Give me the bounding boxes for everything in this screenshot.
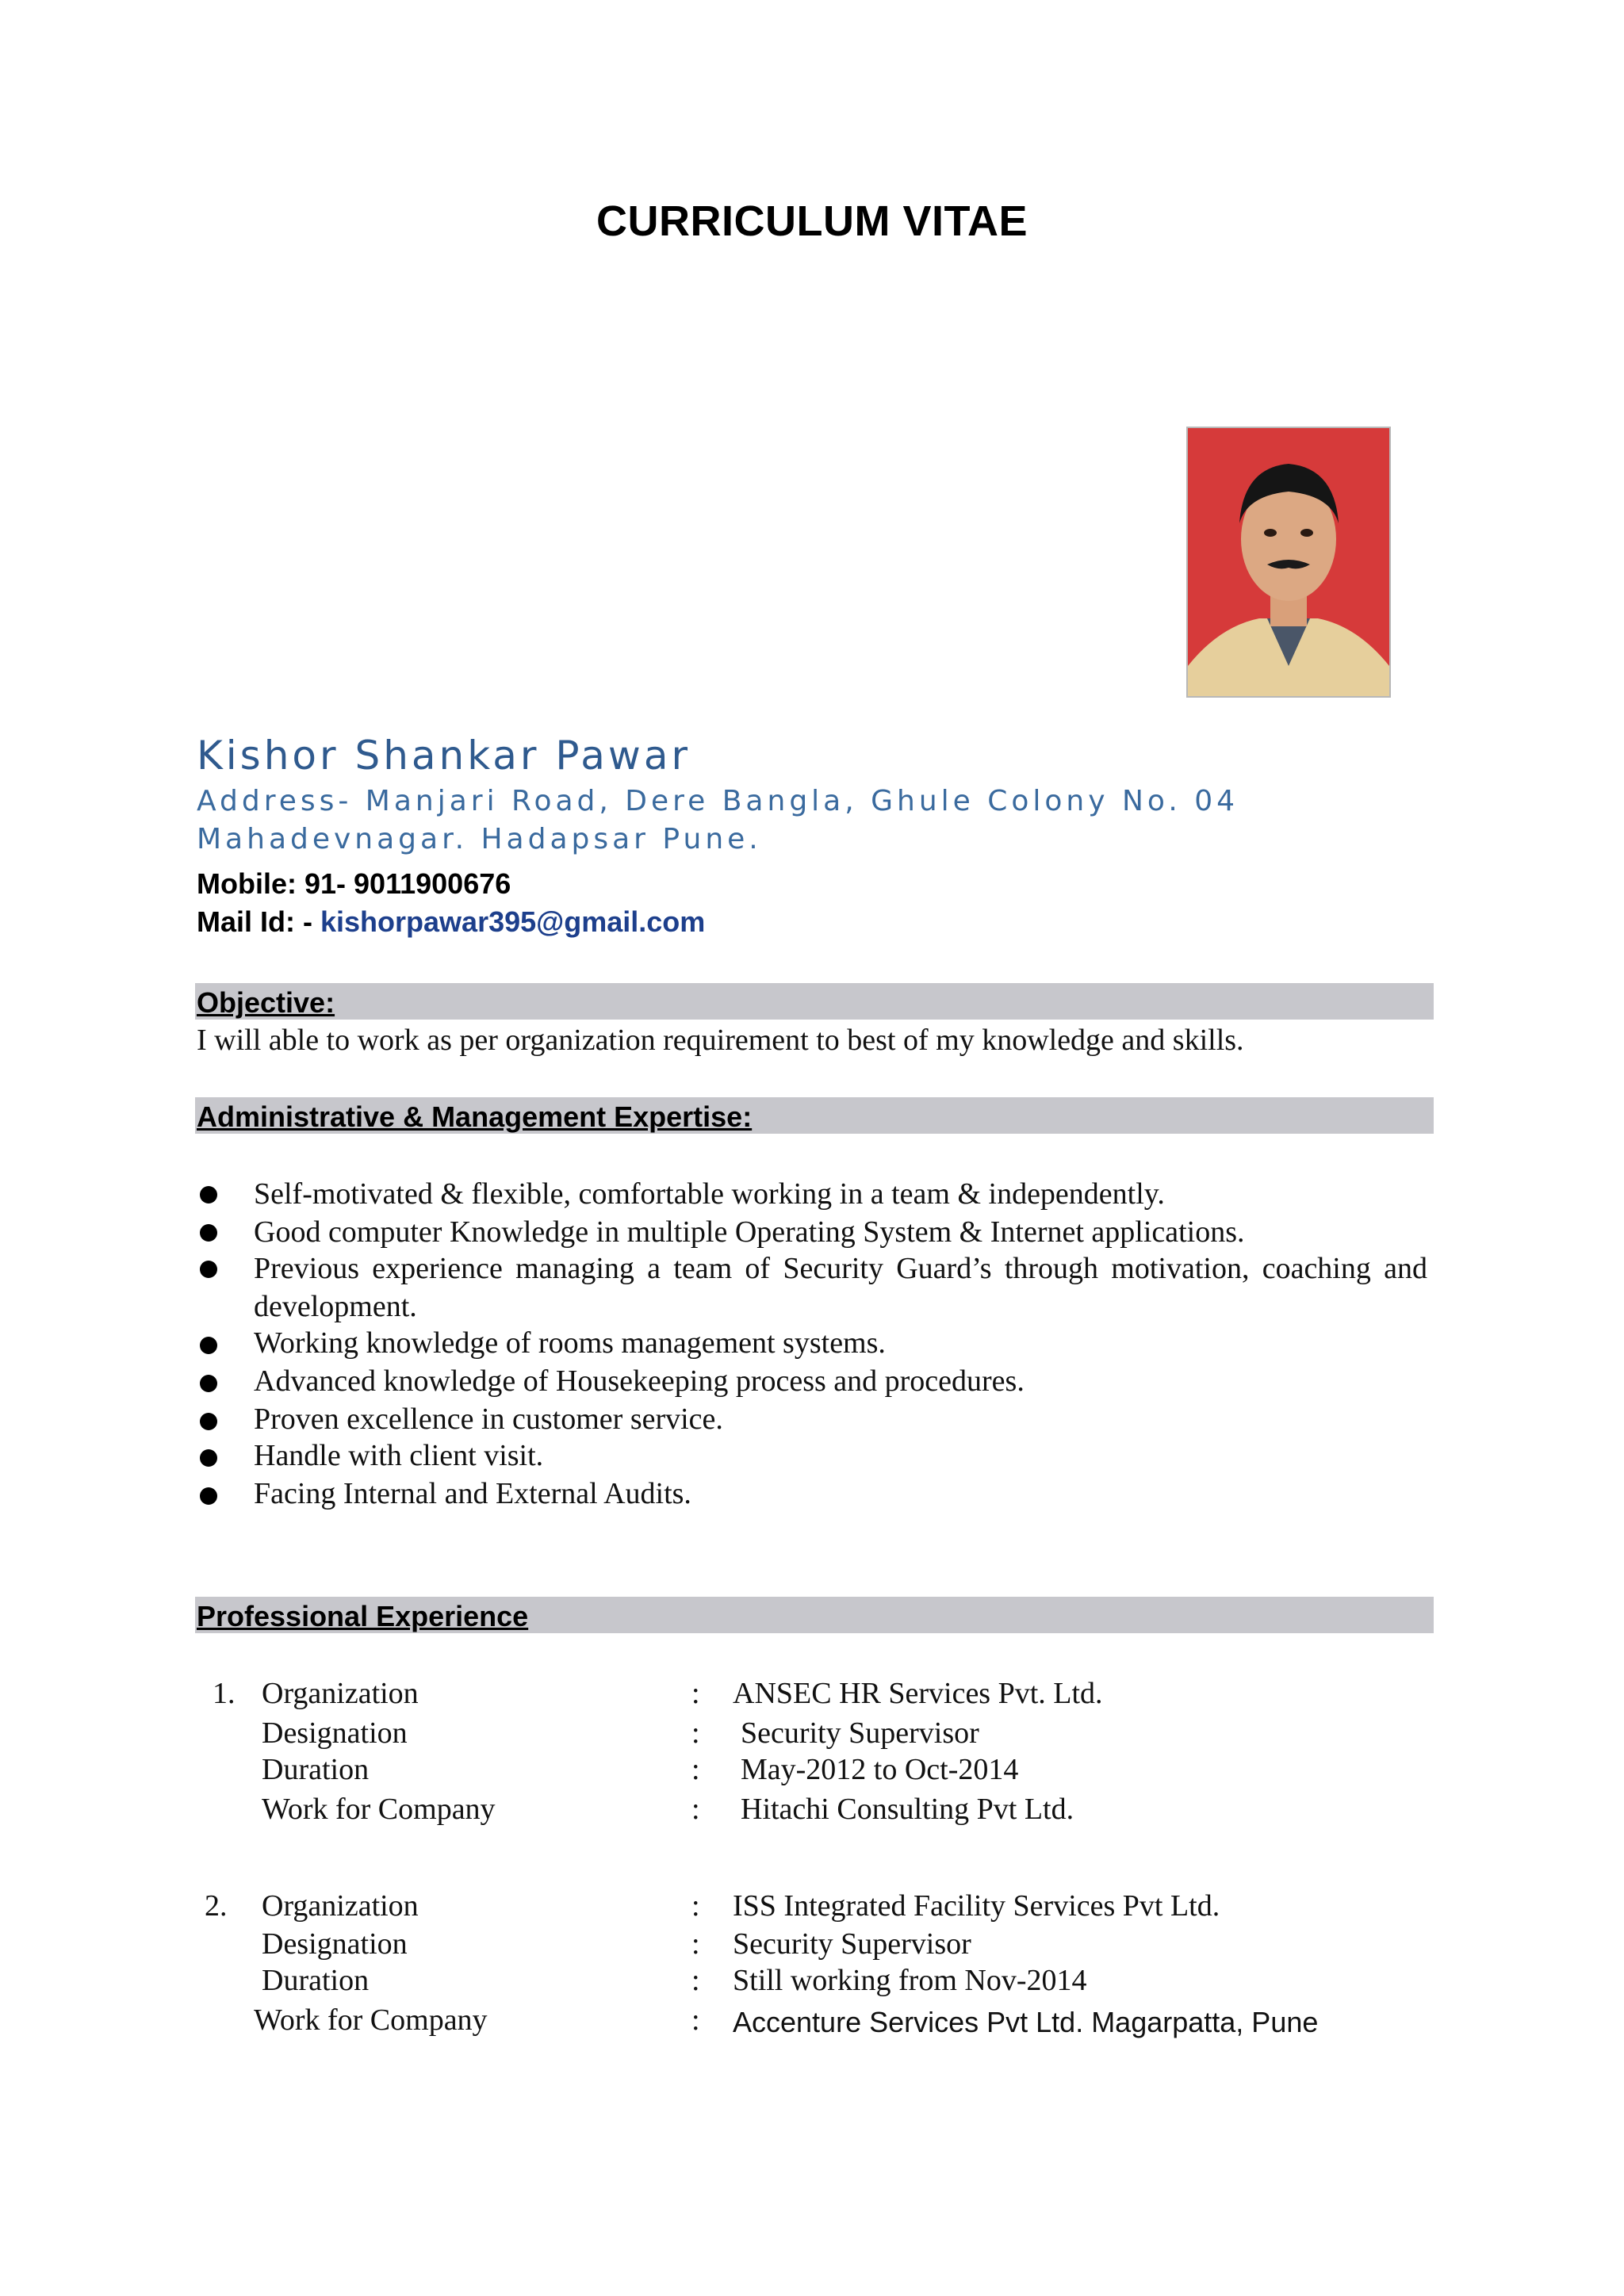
expertise-item: Working knowledge of rooms management systems. — [254, 1326, 886, 1360]
separator: : — [691, 1753, 700, 1786]
label-duration: Duration — [262, 1964, 370, 1997]
label-designation: Designation — [262, 1716, 408, 1750]
bullet-icon — [200, 1337, 217, 1354]
bullet-icon — [200, 1413, 217, 1430]
entry-work-for: Hitachi Consulting Pvt Ltd. — [741, 1793, 1074, 1826]
mobile-value: 91- 9011900676 — [304, 867, 511, 900]
label-organization: Organization — [262, 1677, 419, 1710]
mail-line — [197, 905, 705, 939]
separator: : — [691, 1793, 700, 1826]
experience-heading: Professional Experience — [197, 1600, 529, 1632]
entry-duration: Still working from Nov-2014 — [733, 1964, 1087, 1997]
separator: : — [691, 1716, 700, 1750]
objective-heading-bar — [195, 983, 1434, 1020]
expertise-item: Facing Internal and External Audits. — [254, 1477, 691, 1510]
mobile-label: Mobile: — [197, 867, 297, 900]
expertise-item: Handle with client visit. — [254, 1439, 544, 1472]
entry-number: 1. — [213, 1677, 236, 1710]
address-line-2: Mahadevnagar. Hadapsar Pune. — [197, 823, 762, 855]
entry-number: 2. — [205, 1889, 228, 1923]
bullet-icon — [200, 1224, 217, 1242]
expertise-item: Advanced knowledge of Housekeeping process and procedures. — [254, 1364, 1025, 1398]
separator: : — [691, 1927, 700, 1961]
objective-text: I will able to work as per organization requirement to best of my knowledge and skills. — [197, 1024, 1244, 1057]
separator: : — [691, 1964, 700, 1997]
address-line-1: Address- Manjari Road, Dere Bangla, Ghule Colony No. 04 — [197, 785, 1239, 817]
entry-designation: Security Supervisor — [741, 1716, 979, 1750]
separator: : — [691, 1677, 700, 1710]
profile-photo — [1186, 427, 1391, 698]
expertise-item: Previous experience managing a team of Security Guard’s through motivation, coaching and development. — [254, 1252, 1427, 1323]
email-link[interactable]: kishorpawar395@gmail.com — [320, 905, 706, 938]
entry-work-for: Accenture Services Pvt Ltd. Magarpatta, Pune — [733, 2006, 1319, 2038]
label-duration: Duration — [262, 1753, 370, 1786]
label-organization: Organization — [262, 1889, 419, 1923]
bullet-icon — [200, 1261, 217, 1278]
entry-duration: May-2012 to Oct-2014 — [741, 1753, 1019, 1786]
expertise-item: Good computer Knowledge in multiple Operating System & Internet applications. — [254, 1215, 1245, 1249]
entry-designation: Security Supervisor — [733, 1927, 971, 1961]
expertise-item: Self-motivated & flexible, comfortable working in a team & independently. — [254, 1177, 1165, 1211]
bullet-icon — [200, 1186, 217, 1203]
label-work-for: Work for Company — [262, 1793, 496, 1826]
objective-heading: Objective: — [197, 986, 335, 1019]
bullet-icon — [200, 1449, 217, 1467]
document-title: CURRICULUM VITAE — [596, 197, 1028, 245]
label-designation: Designation — [262, 1927, 408, 1961]
entry-organization: ANSEC HR Services Pvt. Ltd. — [733, 1677, 1103, 1710]
bullet-icon — [200, 1375, 217, 1392]
mail-label: Mail Id: - — [197, 905, 320, 938]
label-work-for: Work for Company — [254, 2003, 488, 2037]
bullet-icon — [200, 1487, 217, 1505]
entry-organization: ISS Integrated Facility Services Pvt Ltd. — [733, 1889, 1220, 1923]
separator: : — [691, 2003, 700, 2037]
candidate-name: Kishor Shankar Pawar — [197, 733, 691, 779]
separator: : — [691, 1889, 700, 1923]
mobile-line — [197, 867, 511, 901]
expertise-item: Proven excellence in customer service. — [254, 1402, 723, 1436]
expertise-heading: Administrative & Management Expertise: — [197, 1100, 753, 1133]
